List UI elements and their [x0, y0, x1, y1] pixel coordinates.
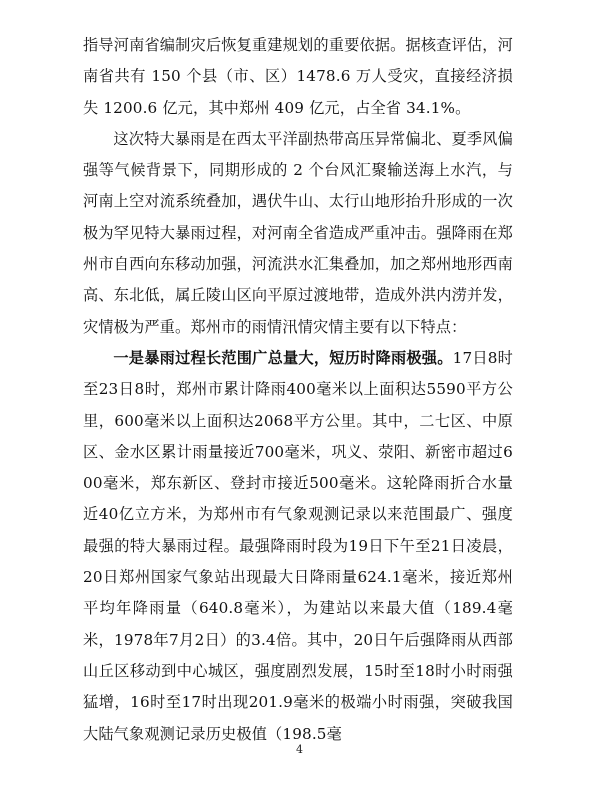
paragraph-feature-one — [83, 343, 513, 750]
paragraph-lead-heading: 一是暴雨过程长范围广总量大，短历时降雨极强。 — [113, 348, 453, 367]
paragraph-weather-background — [83, 124, 513, 343]
document-body — [83, 30, 513, 750]
paragraph-text: 这次特大暴雨是在西太平洋副热带高压异常偏北、夏季风偏强等气候背景下，同期形成的 2 个台风汇聚输送海上水汽，与河南上空对流系统叠加，遇伏牛山、太行山地形抬升形成的一次极为罕见特大暴雨过程，对河南全省造成严重冲击。强降雨在郑州市自西向东移动加强，河流洪水汇集叠加，加之郑州地形西南高、东北低，属丘陵山区向平原过渡地带，造成外洪内涝并发，灾情极为严重。郑州市的雨情汛情灾情主要有以下特点： — [83, 129, 513, 336]
paragraph-text: 17日8时至23日8时，郑州市累计降雨400毫米以上面积达5590平方公里，600毫米以上面积达2068平方公里。其中，二七区、中原区、金水区累计雨量接近700毫米，巩义、荥阳、新密市超过600毫米，郑东新区、登封市接近500毫米。这轮降雨折合水量近40亿立方米，为郑州市有气象观测记录以来范围最广、强度最强的特大暴雨过程。最强降雨时段为19日下午至21日凌晨，20日郑州国家气象站出现最大日降雨量624.1毫米，接近郑州平均年降雨量（640.8毫米），为建站以来最大值（189.4毫米，1978年7月2日）的3.4倍。其中，20日午后强降雨从西部山丘区移动到中心城区，强度剧烈发展，15时至18时小时雨强猛增，16时至17时出现201.9毫米的极端小时雨强，突破我国大陆气象观测记录历史极值（198.5毫 — [83, 348, 513, 743]
page-number: 4 — [296, 743, 303, 756]
paragraph-continuation — [83, 30, 513, 124]
paragraph-text: 指导河南省编制灾后恢复重建规划的重要依据。据核查评估，河南省共有 150 个县（市、区）1478.6 万人受灾，直接经济损失 1200.6 亿元，其中郑州 409 亿元，占全省 34.1%。 — [83, 36, 513, 117]
